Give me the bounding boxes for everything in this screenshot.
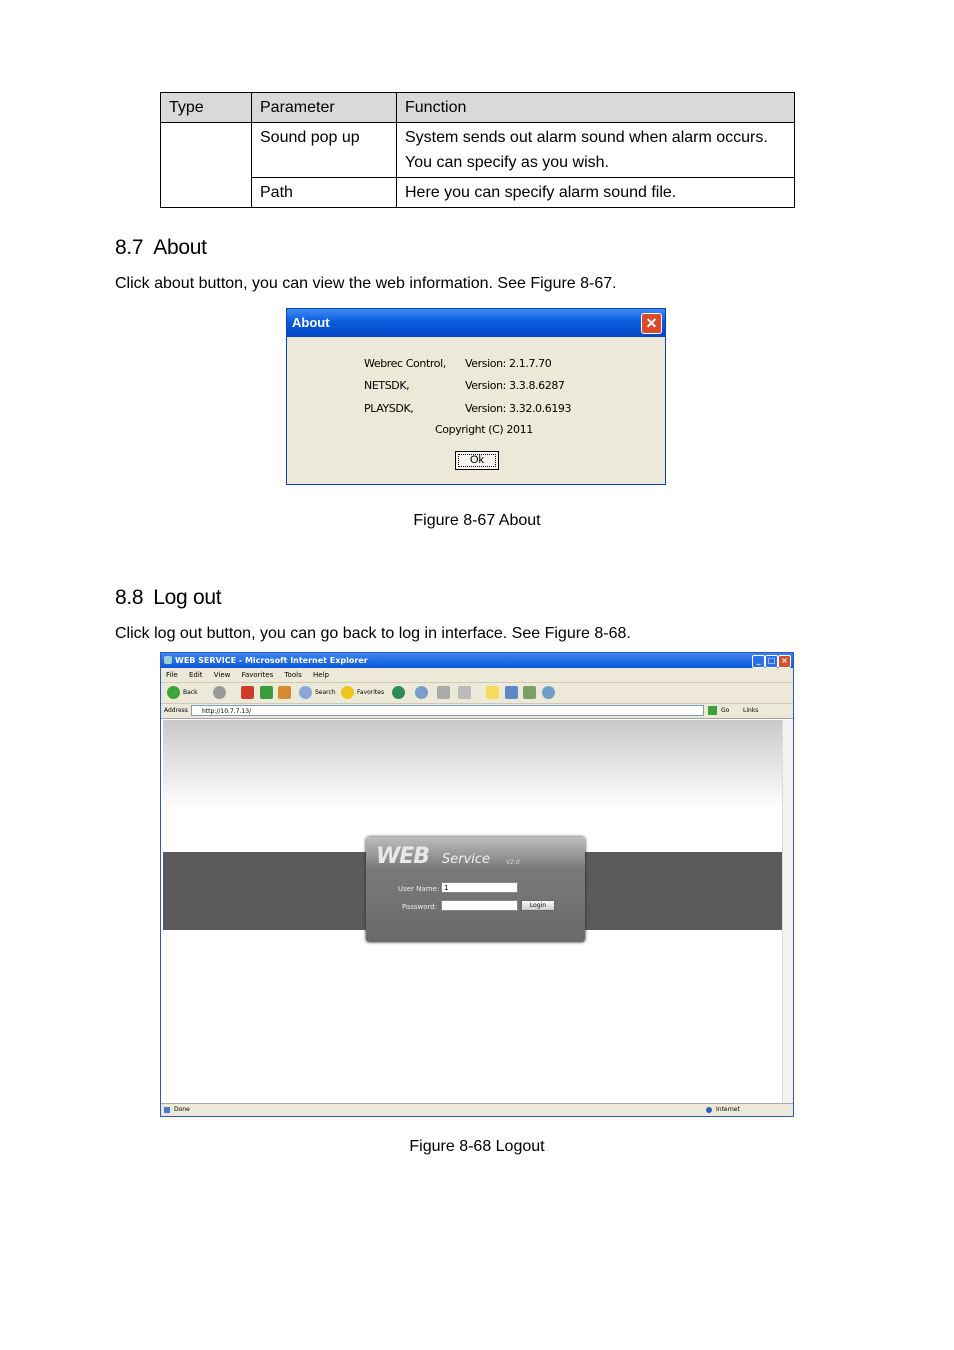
go-label[interactable]: Go [721, 707, 730, 714]
about-dialog [286, 308, 666, 485]
users-icon[interactable] [542, 686, 555, 699]
browser-title: WEB SERVICE - Microsoft Internet Explorer [175, 656, 368, 665]
vertical-scrollbar[interactable] [782, 720, 793, 1103]
section-body: Click about button, you can view the web information. See Figure 8-67. [115, 275, 617, 292]
back-arrow-icon[interactable] [167, 686, 180, 699]
browser-title-bar [161, 653, 793, 668]
header-parameter: Parameter [252, 93, 397, 123]
research-icon[interactable] [523, 686, 536, 699]
history-icon[interactable] [392, 686, 405, 699]
logo-service: Service [442, 852, 491, 867]
favorites-star-icon[interactable] [341, 686, 354, 699]
logo-web: WEB [376, 844, 430, 869]
username-input[interactable]: 1 [441, 882, 518, 893]
close-icon[interactable]: ✕ [641, 313, 662, 334]
status-bar [161, 1103, 793, 1116]
favorites-label[interactable]: Favorites [357, 689, 385, 696]
component-name: Webrec Control, [364, 357, 446, 370]
figure-caption: Figure 8-68 Logout [409, 1138, 545, 1155]
messenger-icon[interactable] [505, 686, 518, 699]
menu-view[interactable]: View [213, 671, 231, 679]
function-cell: Here you can specify alarm sound file. [397, 178, 795, 208]
menu-tools[interactable]: Tools [284, 671, 302, 679]
menu-file[interactable]: File [166, 671, 178, 679]
header-type: Type [161, 93, 252, 123]
print-icon[interactable] [437, 686, 450, 699]
minimize-icon[interactable]: _ [752, 655, 765, 668]
figure-caption: Figure 8-67 About [413, 512, 541, 529]
password-label: Password: [402, 903, 438, 911]
parameter-cell: Path [252, 178, 397, 208]
forward-arrow-icon[interactable] [213, 686, 226, 699]
section-number: 8.8 [115, 586, 144, 609]
dialog-title-bar [287, 309, 665, 337]
edit-icon[interactable] [458, 686, 471, 699]
parameter-table [160, 92, 795, 208]
table-header-row [161, 93, 795, 123]
dialog-title: About [292, 315, 330, 330]
username-label: User Name: [398, 885, 440, 893]
copyright: Copyright (C) 2011 [435, 423, 533, 436]
section-body: Click log out button, you can go back to log in interface. See Figure 8-68. [115, 625, 631, 642]
close-icon[interactable]: × [778, 655, 791, 668]
login-button[interactable]: Login [521, 900, 555, 911]
address-input[interactable]: http://10.7.7.13/ [191, 705, 704, 716]
menu-bar [161, 668, 793, 683]
ie-icon [164, 656, 172, 664]
address-bar [161, 704, 793, 719]
component-version: Version: 2.1.7.70 [465, 357, 552, 370]
menu-edit[interactable]: Edit [188, 671, 203, 679]
function-line: You can specify as you wish. [405, 154, 609, 171]
page-icon [164, 1107, 170, 1113]
links-label[interactable]: Links [743, 707, 759, 714]
back-label[interactable]: Back [183, 689, 198, 696]
type-cell [161, 123, 252, 208]
home-icon[interactable] [278, 686, 291, 699]
section-heading-about [115, 236, 207, 260]
function-cell [397, 123, 795, 178]
menu-favorites[interactable]: Favorites [241, 671, 274, 679]
parameter-cell: Sound pop up [252, 123, 397, 178]
go-arrow-icon[interactable] [708, 706, 717, 715]
zone-text: Internet [716, 1106, 740, 1113]
globe-icon [706, 1107, 712, 1113]
component-name: NETSDK, [364, 379, 410, 392]
section-heading-logout [115, 586, 221, 610]
page-header-gradient [163, 720, 783, 810]
mail-icon[interactable] [415, 686, 428, 699]
header-function: Function [397, 93, 795, 123]
section-title: Log out [153, 586, 222, 609]
function-line: System sends out alarm sound when alarm occurs. [405, 129, 768, 146]
stop-icon[interactable] [241, 686, 254, 699]
search-label[interactable]: Search [315, 689, 336, 696]
note-icon[interactable] [486, 686, 499, 699]
browser-toolbar [161, 683, 793, 704]
component-version: Version: 3.3.8.6287 [465, 379, 565, 392]
refresh-icon[interactable] [260, 686, 273, 699]
address-label: Address [164, 707, 188, 714]
logo-version: V2.0 [506, 859, 520, 866]
maximize-icon[interactable]: □ [765, 655, 778, 668]
password-input[interactable] [441, 900, 518, 911]
section-number: 8.7 [115, 236, 144, 259]
login-panel [366, 837, 585, 942]
table-row [161, 178, 795, 208]
web-page-viewport [163, 720, 783, 1103]
component-version: Version: 3.32.0.6193 [465, 402, 572, 415]
browser-window [160, 652, 794, 1117]
menu-help[interactable]: Help [312, 671, 329, 679]
ok-button[interactable]: Ok [455, 451, 499, 470]
search-icon[interactable] [299, 686, 312, 699]
section-title: About [153, 236, 207, 259]
component-name: PLAYSDK, [364, 402, 414, 415]
status-text: Done [174, 1106, 190, 1113]
table-row [161, 123, 795, 178]
